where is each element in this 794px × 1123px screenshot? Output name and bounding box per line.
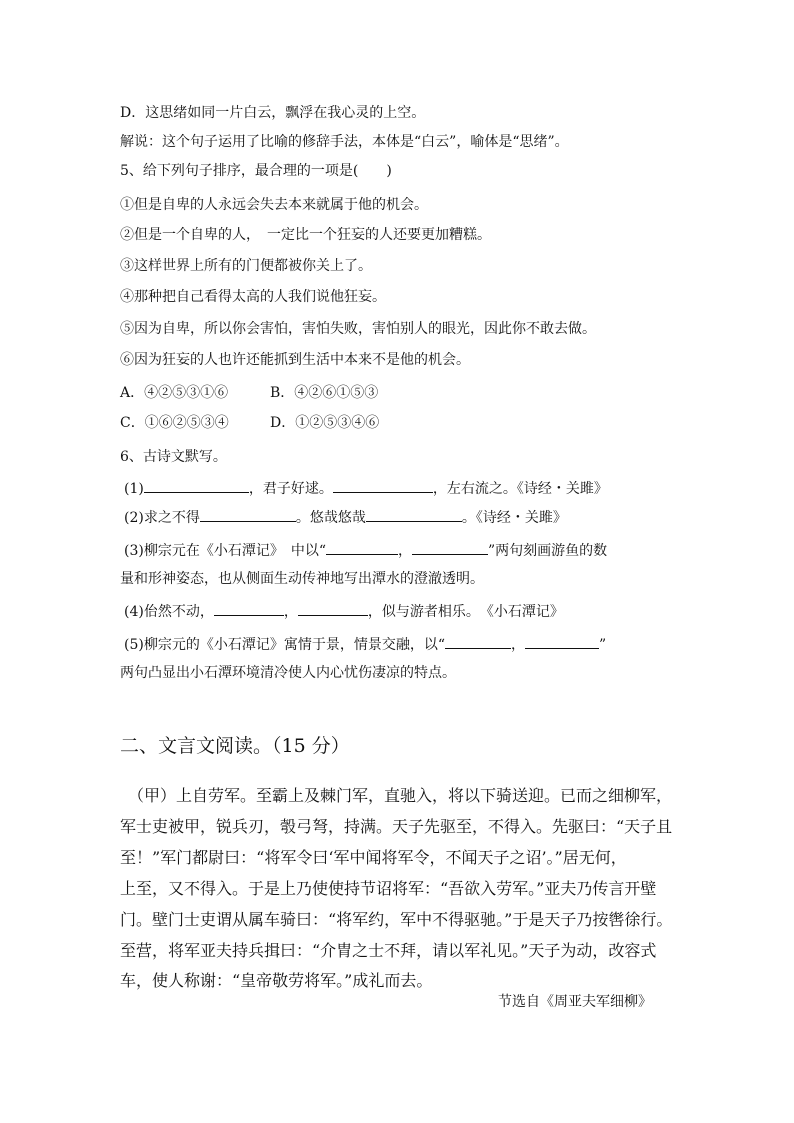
q4-option-d: D．这思绪如同一片白云，飘浮在我心灵的上空。 bbox=[120, 105, 426, 121]
fill-blank[interactable] bbox=[412, 542, 488, 555]
q6-item-text: ， bbox=[511, 637, 525, 653]
q6-item-label: (1) bbox=[124, 481, 144, 497]
passage-line: 军士吏被甲，锐兵刃，彀弓弩，持满。天子先驱至，不得入。先驱曰：“天子且 bbox=[120, 817, 673, 836]
fill-blank[interactable] bbox=[298, 603, 368, 616]
q5-sentence-5: ⑤因为自卑，所以你会害怕，害怕失败，害怕别人的眼光，因此你不敢去做。 bbox=[120, 321, 596, 337]
fill-blank[interactable] bbox=[200, 509, 296, 522]
q6-item-text: ， bbox=[398, 543, 413, 559]
q6-item-text: 佁然不动， bbox=[143, 604, 214, 620]
q6-item-text: 柳宗元在《小石潭记》 中以“ bbox=[143, 543, 327, 559]
q6-item-text: 。悠哉悠哉 bbox=[295, 510, 366, 526]
passage-source: 节选自《周亚夫军细柳》 bbox=[498, 994, 652, 1010]
passage-line: 至营，将军亚夫持兵揖曰：“介胄之士不拜，请以军礼见。”天子为动，改容式 bbox=[120, 941, 657, 960]
q6-item-3-line-2: 量和形神姿态，也从侧面生动传神地写出潭水的澄澈透明。 bbox=[120, 571, 484, 587]
q6-item-text: ，左右流之。《诗经・关雎》 bbox=[432, 481, 608, 497]
q5-sentence-4: ④那种把自己看得太高的人我们说他狂妄。 bbox=[120, 289, 386, 305]
fill-blank[interactable] bbox=[144, 480, 249, 493]
q6-item-text: ，君子好逑。 bbox=[248, 481, 333, 497]
q4-explanation: 解说：这个句子运用了比喻的修辞手法，本体是“白云”，喻体是“思绪”。 bbox=[120, 134, 569, 150]
passage-line: （甲）上自劳军。至霸上及棘门军，直驰入，将以下骑送迎。已而之细柳军， bbox=[120, 786, 673, 805]
q5-option-d: D．①②⑤③④⑥ bbox=[270, 415, 380, 431]
passage-line: 门。壁门士吏谓从属车骑曰：“将军约，军中不得驱驰。”于是天子乃按辔徐行。 bbox=[120, 910, 673, 929]
section-heading: 二、文言文阅读。（15 分） bbox=[120, 735, 350, 757]
q6-prompt: 6、古诗文默写。 bbox=[120, 449, 227, 465]
fill-blank[interactable] bbox=[333, 480, 433, 493]
passage-line: 上至，又不得入。于是上乃使使持节诏将军：“吾欲入劳军。”亚夫乃传言开壁 bbox=[120, 879, 657, 898]
passage-line: 车，使人称谢：“皇帝敬劳将军。”成礼而去。 bbox=[120, 971, 433, 990]
q6-item-text: ”两句刻画游鱼的数 bbox=[488, 543, 608, 559]
q6-item-3 bbox=[124, 542, 607, 560]
q6-item-2 bbox=[124, 509, 567, 527]
q5-option-b: B．④②⑥①⑤③ bbox=[270, 385, 379, 401]
q6-item-label: (5) bbox=[124, 637, 144, 653]
q6-item-text: 柳宗元的《小石潭记》寓情于景，情景交融，以“ bbox=[143, 637, 445, 653]
q6-item-5 bbox=[124, 636, 606, 654]
q5-prompt: 5、给下列句子排序，最合理的一项是( ) bbox=[120, 163, 392, 179]
q5-sentence-3: ③这样世界上所有的门便都被你关上了。 bbox=[120, 258, 372, 274]
fill-blank[interactable] bbox=[525, 636, 599, 649]
fill-blank[interactable] bbox=[214, 603, 284, 616]
q6-item-text: ” bbox=[599, 637, 607, 653]
fill-blank[interactable] bbox=[326, 542, 398, 555]
q5-option-c: C．①⑥②⑤③④ bbox=[120, 415, 229, 431]
q6-item-text: ，似与游者相乐。 《小石潭记》 bbox=[367, 604, 564, 620]
q5-option-a: A．④②⑤③①⑥ bbox=[120, 385, 229, 401]
q6-item-label: (2) bbox=[124, 510, 144, 526]
q6-item-text: ， bbox=[283, 604, 298, 620]
q5-sentence-6: ⑥因为狂妄的人也许还能抓到生活中本来不是他的机会。 bbox=[120, 352, 470, 368]
q5-sentence-2: ②但是一个自卑的人， 一定比一个狂妄的人还要更加糟糕。 bbox=[120, 227, 491, 243]
q6-item-4 bbox=[124, 603, 564, 621]
q6-item-label: (4) bbox=[124, 604, 144, 620]
q6-item-5-line-2: 两句凸显出小石潭环境清冷使人内心忧伤凄凉的特点。 bbox=[120, 665, 456, 681]
q6-item-label: (3) bbox=[124, 543, 144, 559]
fill-blank[interactable] bbox=[366, 509, 462, 522]
passage-line: 至！”军门都尉曰：“将军令曰‘军中闻将军令，不闻天子之诏’。”居无何， bbox=[120, 848, 627, 867]
fill-blank[interactable] bbox=[445, 636, 511, 649]
q6-item-text: 求之不得 bbox=[143, 510, 200, 526]
q6-item-1 bbox=[124, 480, 608, 498]
q6-item-text: 。《诗经・关雎》 bbox=[461, 510, 567, 526]
q5-sentence-1: ①但是自卑的人永远会失去本来就属于他的机会。 bbox=[120, 197, 428, 213]
